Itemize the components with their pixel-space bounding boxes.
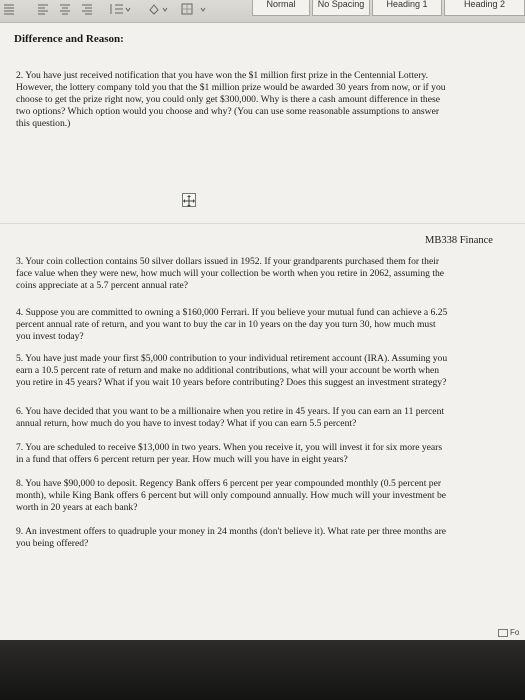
justify-icon[interactable]	[2, 2, 16, 16]
text-line: 3. Your coin collection contains 50 silver dollars issued in 1952. If your grandparents purchased them for their	[16, 256, 440, 267]
question-3	[16, 256, 444, 292]
text-line: two options? Which option would you choose and why? (You can use some reasonable assumptions to answer	[16, 106, 440, 117]
section-title: Difference and Reason:	[14, 33, 124, 45]
focus-label: Fo	[510, 628, 520, 637]
style-heading-2[interactable]: Heading 2	[444, 0, 525, 16]
text-line: you invest today?	[16, 331, 84, 342]
text-line: worth in 20 years at each bank?	[16, 502, 138, 513]
page-divider	[0, 223, 525, 224]
borders-icon[interactable]	[180, 2, 210, 16]
text-line: 7. You are scheduled to receive $13,000 in two years. When you receive it, you will invest it for six more years	[16, 442, 443, 453]
focus-icon	[498, 629, 508, 637]
text-line: face value when they were new, how much will your collection be worth when you retire in 2062, assuming the	[16, 268, 445, 279]
text-line: 6. You have decided that you want to be a millionaire when you retire in 45 years. If you can earn an 11 percent	[16, 406, 445, 417]
text-line: 4. Suppose you are committed to owning a $160,000 Ferrari. If you believe your mutual fund can achieve a 6.25	[16, 307, 448, 318]
question-4	[16, 307, 447, 343]
question-6	[16, 406, 444, 430]
document-page[interactable]	[0, 23, 525, 640]
text-line: this question.)	[16, 118, 71, 129]
align-right-icon[interactable]	[80, 2, 94, 16]
line-spacing-icon[interactable]	[108, 2, 132, 16]
question-2	[16, 70, 446, 130]
style-heading-1[interactable]: Heading 1	[372, 0, 442, 16]
text-line: percent annual rate of return, and you want to buy the car in 10 years on the day you turn 30, how much must	[16, 319, 436, 330]
text-line: earn a 10.5 percent rate of return and make no additional contributions, what will your account be worth when	[16, 365, 440, 376]
text-line: annual return, how much do you have to invest today? What if you can earn 5.5 percent?	[16, 418, 357, 429]
question-8	[16, 478, 446, 514]
text-line: 5. You have just made your first $5,000 contribution to your individual retirement account (IRA). Assuming you	[16, 353, 448, 364]
align-center-icon[interactable]	[58, 2, 72, 16]
text-line: However, the lottery company told you that the $1 million prize would be awarded 30 years from now, or if you	[16, 82, 446, 93]
text-line: you retire in 45 years? What if you wait 10 years before contributing? Does this suggest an investment strategy?	[16, 377, 447, 388]
question-7	[16, 442, 442, 466]
ribbon-toolbar	[0, 0, 525, 23]
text-line: 8. You have $90,000 to deposit. Regency Bank offers 6 percent per year compounded monthly (0.5 percent per	[16, 478, 442, 489]
table-move-handle-icon[interactable]	[182, 193, 196, 207]
question-9	[16, 526, 446, 550]
text-line: month), while King Bank offers 6 percent but will only compound annually. How much will your investment be	[16, 490, 447, 501]
style-no-spacing[interactable]: No Spacing	[312, 0, 370, 16]
shading-icon[interactable]	[148, 2, 170, 16]
text-line: you being offered?	[16, 538, 89, 549]
text-line: in a fund that offers 6 percent return per year. How much will you have in eight years?	[16, 454, 348, 465]
focus-mode-button[interactable]	[498, 626, 525, 639]
text-line: 9. An investment offers to quadruple your money in 24 months (don't believe it). What rate per three months are	[16, 526, 447, 537]
question-5	[16, 353, 447, 389]
text-line: choose to get the prize right now, you could only get $300,000. Why is there a cash amount difference in these	[16, 94, 440, 105]
text-line: 2. You have just received notification that you have won the $1 million first prize in the Centennial Lottery.	[16, 70, 429, 81]
style-normal[interactable]: Normal	[252, 0, 310, 16]
desk-background	[0, 640, 525, 700]
text-line: coins appreciate at a 5.7 percent annual rate?	[16, 280, 189, 291]
align-left-icon[interactable]	[36, 2, 50, 16]
course-header: MB338 Finance	[425, 235, 493, 246]
